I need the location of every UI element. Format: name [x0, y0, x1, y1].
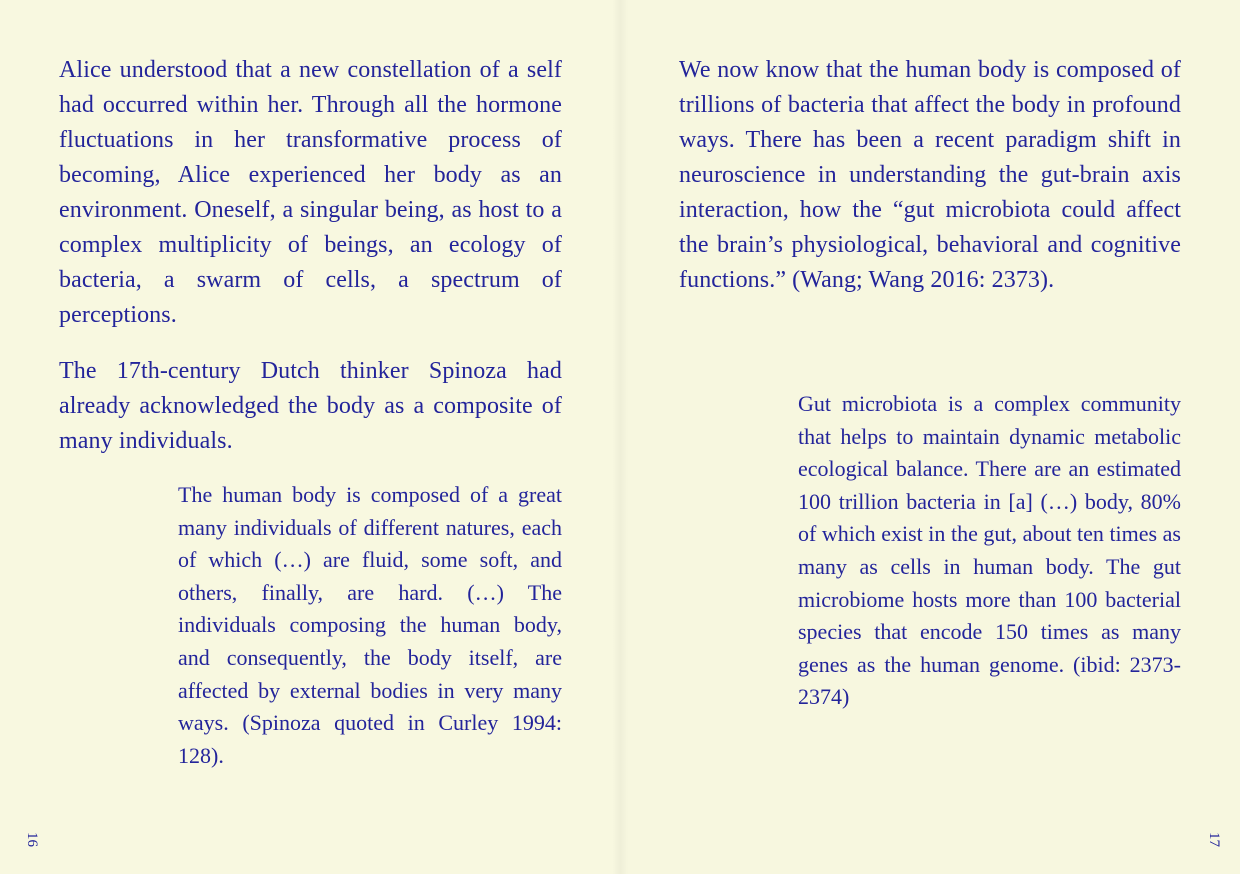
page-number-left: 16 — [24, 832, 40, 847]
right-paragraph-1: We now know that the human body is composed of trillions of bacteria that affect the body in profound ways. There has been a recent paradigm shift in neuroscience in understanding the gut-brain axis interaction, how the “gut microbiota could affect the brain’s physiological, behavioral and cognitive functions.” (Wang; Wang 2016: 2373). — [679, 57, 1181, 293]
left-paragraph-1: Alice understood that a new constellation of a self had occurred within her. Through all the hormone fluctuations in her transformative process of becoming, Alice experienced her body as an environment. Oneself, a singular being, as host to a complex multiplicity of beings, an ecology of bacteria, a swarm of cells, a spectrum of perceptions. — [59, 57, 562, 328]
left-block-quote: The human body is composed of a great many individuals of different natures, each of which (…) are fluid, some soft, and others, finally, are hard. (…) The individuals composing the human body, and consequently, the body itself, are affected by external bodies in very many ways. (Spinoza quoted in Curley 1994: 128). — [178, 482, 562, 768]
right-page — [620, 0, 1240, 874]
left-paragraph-2: The 17th-century Dutch thinker Spinoza had already acknowledged the body as a composite of many individuals. — [59, 358, 562, 454]
page-number-right: 17 — [1206, 832, 1222, 847]
right-block-quote: Gut microbiota is a complex community that helps to maintain dynamic metabolic ecological balance. There are an estimated 100 trillion bacteria in [a] (…) body, 80% of which exist in the gut, about ten times as many as cells in human body. The gut microbiome hosts more than 100 bacterial species that encode 150 times as many genes as the human genome. (ibid: 2373-2374) — [798, 391, 1181, 710]
book-gutter — [612, 0, 628, 874]
